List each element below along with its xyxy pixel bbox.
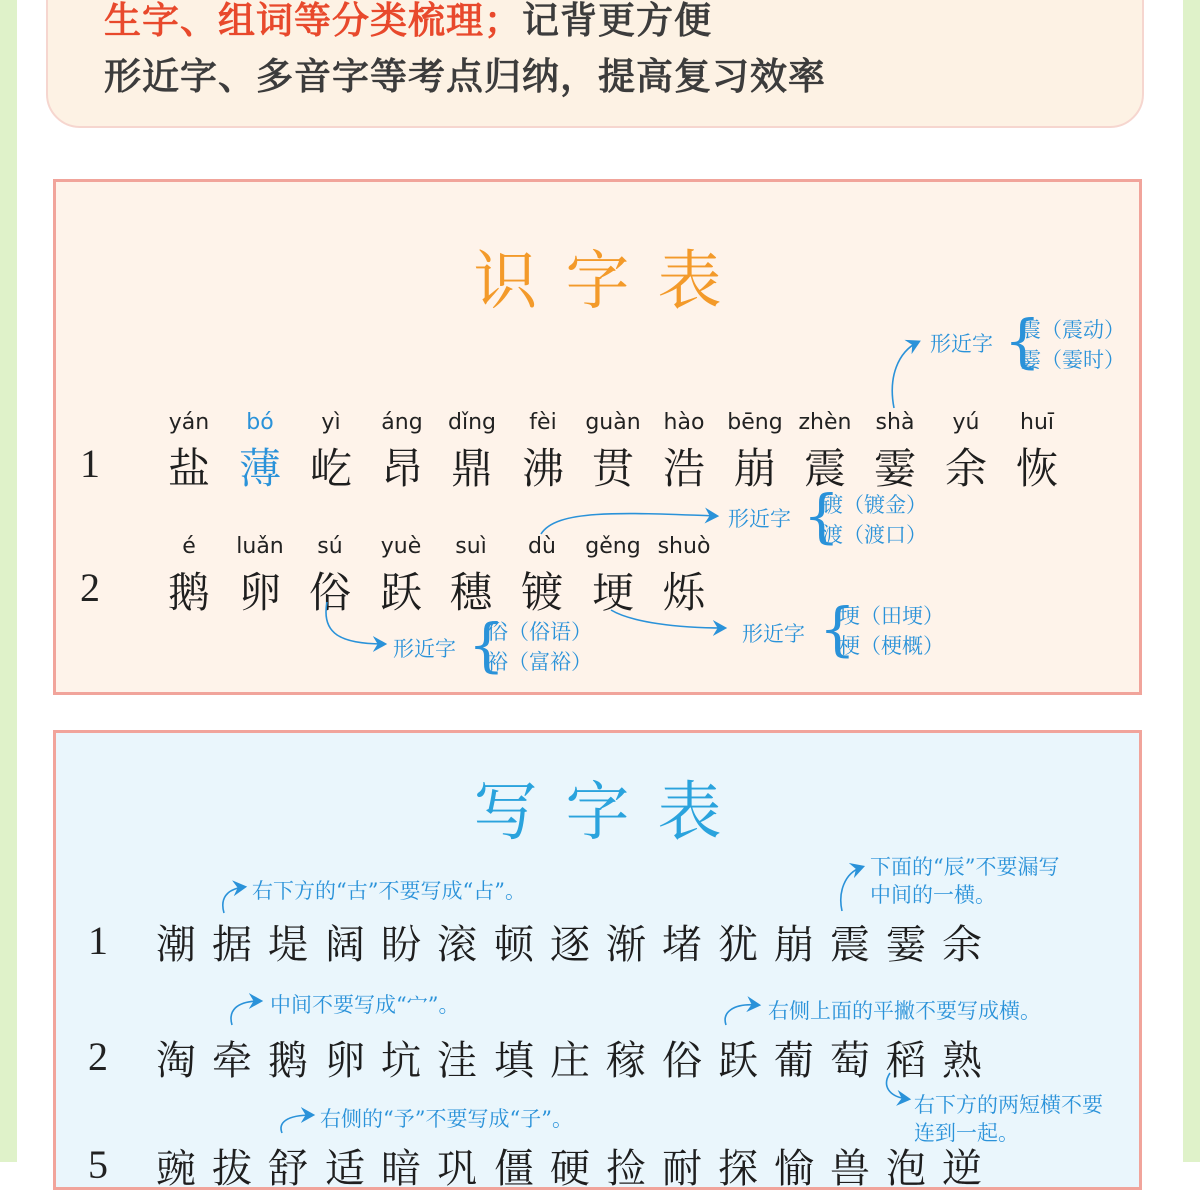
arrow-icon [281, 1115, 312, 1133]
writing-char: 鹅 [268, 1038, 308, 1084]
character: 鼎 [450, 444, 494, 493]
writing-char: 葡 [774, 1038, 814, 1084]
pinyin: yán [168, 410, 210, 435]
character: 昂 [380, 444, 424, 493]
writing-char: 霎 [886, 922, 926, 968]
pinyin: luǎn [236, 534, 284, 559]
character: 俗 [308, 568, 352, 617]
note-similar-item: 裕（富裕） [487, 650, 592, 674]
writing-char: 卵 [325, 1038, 365, 1084]
character: 屹 [309, 444, 353, 493]
writing-char: 逆 [942, 1146, 982, 1192]
arrow-icon [231, 1001, 260, 1025]
pinyin: yú [952, 410, 980, 435]
writing-char: 据 [212, 922, 252, 968]
writing-note: 右侧的“予”不要写成“子”。 [320, 1107, 573, 1131]
character: 跃 [379, 568, 423, 617]
pinyin: hào [663, 410, 705, 435]
writing-char: 适 [325, 1146, 365, 1192]
writing-note: 右下方的两短横不要 [914, 1093, 1103, 1117]
character: 烁 [662, 568, 706, 617]
arrow-icon [892, 342, 918, 408]
pinyin: guàn [585, 410, 641, 435]
writing-note: 连到一起。 [914, 1121, 1019, 1145]
note-similar-item: 渡（渡口） [822, 523, 927, 547]
writing-note: 下面的“辰”不要漏写 [870, 855, 1060, 879]
writing-char: 巩 [437, 1146, 477, 1192]
pinyin: gěng [585, 534, 641, 559]
writing-row-1-number: 1 [88, 918, 108, 963]
writing-char: 渐 [606, 922, 646, 968]
pinyin: áng [381, 410, 423, 435]
arrow-icon [841, 867, 862, 911]
character: 沸 [521, 444, 565, 493]
writing-char: 牵 [212, 1038, 252, 1084]
arrow-icon [541, 514, 716, 534]
right-side-strip [1183, 0, 1200, 1162]
writing-title: 写字表 [473, 776, 750, 850]
character-highlight: 薄 [238, 444, 282, 493]
writing-char: 硬 [550, 1146, 590, 1192]
character: 恢 [1015, 444, 1059, 493]
writing-char: 僵 [494, 1146, 534, 1192]
writing-char: 淘 [156, 1038, 196, 1084]
writing-char: 萄 [830, 1038, 870, 1084]
writing-panel [53, 730, 1142, 1190]
recognition-title: 识字表 [473, 245, 750, 319]
character: 崩 [733, 444, 777, 493]
writing-char: 余 [942, 922, 982, 968]
writing-char: 舒 [268, 1146, 308, 1192]
note-similar-item: 梗（梗概） [839, 634, 944, 658]
note-similar-item: 霎（霎时） [1020, 348, 1125, 372]
pinyin: shuò [657, 534, 711, 559]
writing-char: 堵 [662, 922, 702, 968]
writing-char: 逐 [550, 922, 590, 968]
recognition-row-2-number: 2 [80, 565, 100, 610]
brace-icon: { [1004, 307, 1041, 375]
writing-char: 庄 [550, 1038, 590, 1084]
pinyin: sú [317, 534, 343, 559]
writing-char: 顿 [494, 922, 534, 968]
pinyin: dù [528, 534, 556, 559]
writing-char: 探 [718, 1146, 758, 1192]
writing-note: 中间不要写成“宀”。 [270, 993, 460, 1017]
character: 余 [944, 444, 988, 493]
arrow-icon [725, 1005, 758, 1025]
writing-char: 豌 [156, 1146, 196, 1192]
note-similar-item: 震（震动） [1020, 318, 1125, 342]
pinyin: bēng [727, 410, 783, 435]
writing-char: 稼 [606, 1038, 646, 1084]
writing-char: 熟 [942, 1038, 982, 1084]
character: 贯 [591, 444, 635, 493]
note-similar-label: 形近字 [742, 622, 805, 646]
promo-line-1-rest: 记背更方便 [522, 0, 712, 42]
brace-icon: { [468, 611, 505, 679]
character: 穗 [449, 568, 493, 617]
brace-icon: { [819, 595, 856, 663]
writing-row-2-number: 2 [88, 1034, 108, 1079]
writing-char: 俗 [662, 1038, 702, 1084]
pinyin: yuè [380, 534, 422, 559]
writing-note: 右侧上面的平撇不要写成横。 [768, 999, 1041, 1023]
character: 震 [803, 444, 847, 493]
character: 卵 [238, 568, 282, 617]
pinyin: zhèn [798, 410, 852, 435]
writing-char: 跃 [718, 1038, 758, 1084]
pinyin: huī [1020, 410, 1054, 435]
writing-char: 滚 [437, 922, 477, 968]
promo-card [46, 0, 1144, 128]
writing-row-5-number: 5 [88, 1142, 108, 1187]
writing-char: 犹 [718, 922, 758, 968]
pinyin-highlight: bó [246, 410, 274, 435]
writing-note: 中间的一横。 [870, 883, 996, 907]
writing-char: 拔 [212, 1146, 252, 1192]
writing-note: 右下方的“古”不要写成“占”。 [252, 879, 526, 903]
character: 镀 [520, 568, 564, 617]
note-similar-label: 形近字 [930, 332, 993, 356]
note-similar-item: 镀（镀金） [822, 493, 927, 517]
recognition-row-1-number: 1 [80, 441, 100, 486]
pinyin: suì [455, 534, 487, 559]
writing-char: 愉 [774, 1146, 814, 1192]
writing-char: 洼 [437, 1038, 477, 1084]
note-similar-label: 形近字 [728, 507, 791, 531]
writing-char: 兽 [830, 1146, 870, 1192]
writing-char: 潮 [156, 922, 196, 968]
pinyin: fèi [529, 410, 557, 435]
recognition-panel [53, 179, 1142, 695]
writing-char: 泡 [886, 1146, 926, 1192]
writing-char: 震 [830, 922, 870, 968]
pinyin: é [182, 534, 196, 559]
note-similar-item: 埂（田埂） [839, 604, 944, 628]
arrow-icon [223, 887, 244, 913]
writing-char: 填 [494, 1038, 534, 1084]
writing-char: 捡 [606, 1146, 646, 1192]
writing-char: 盼 [381, 922, 421, 968]
character: 浩 [662, 444, 706, 493]
writing-char: 阔 [325, 922, 365, 968]
left-side-strip [0, 0, 17, 1162]
character: 盐 [167, 444, 211, 493]
character: 霎 [873, 444, 917, 493]
pinyin: shà [875, 410, 915, 435]
brace-icon: { [803, 482, 840, 550]
pinyin: dǐng [448, 410, 496, 435]
writing-char: 暗 [381, 1146, 421, 1192]
promo-line-1 [104, 0, 712, 44]
writing-char: 耐 [662, 1146, 702, 1192]
writing-char: 堤 [268, 922, 308, 968]
note-similar-label: 形近字 [393, 637, 456, 661]
writing-char: 崩 [774, 922, 814, 968]
writing-char: 稻 [886, 1038, 926, 1084]
writing-char: 坑 [381, 1038, 421, 1084]
note-similar-item: 俗（俗语） [487, 620, 592, 644]
character: 鹅 [167, 568, 211, 617]
pinyin: yì [321, 410, 341, 435]
promo-highlight: 生字、组词等分类梳理； [104, 0, 522, 42]
character: 埂 [591, 568, 635, 617]
promo-line-2: 形近字、多音字等考点归纳，提高复习效率 [104, 55, 826, 98]
